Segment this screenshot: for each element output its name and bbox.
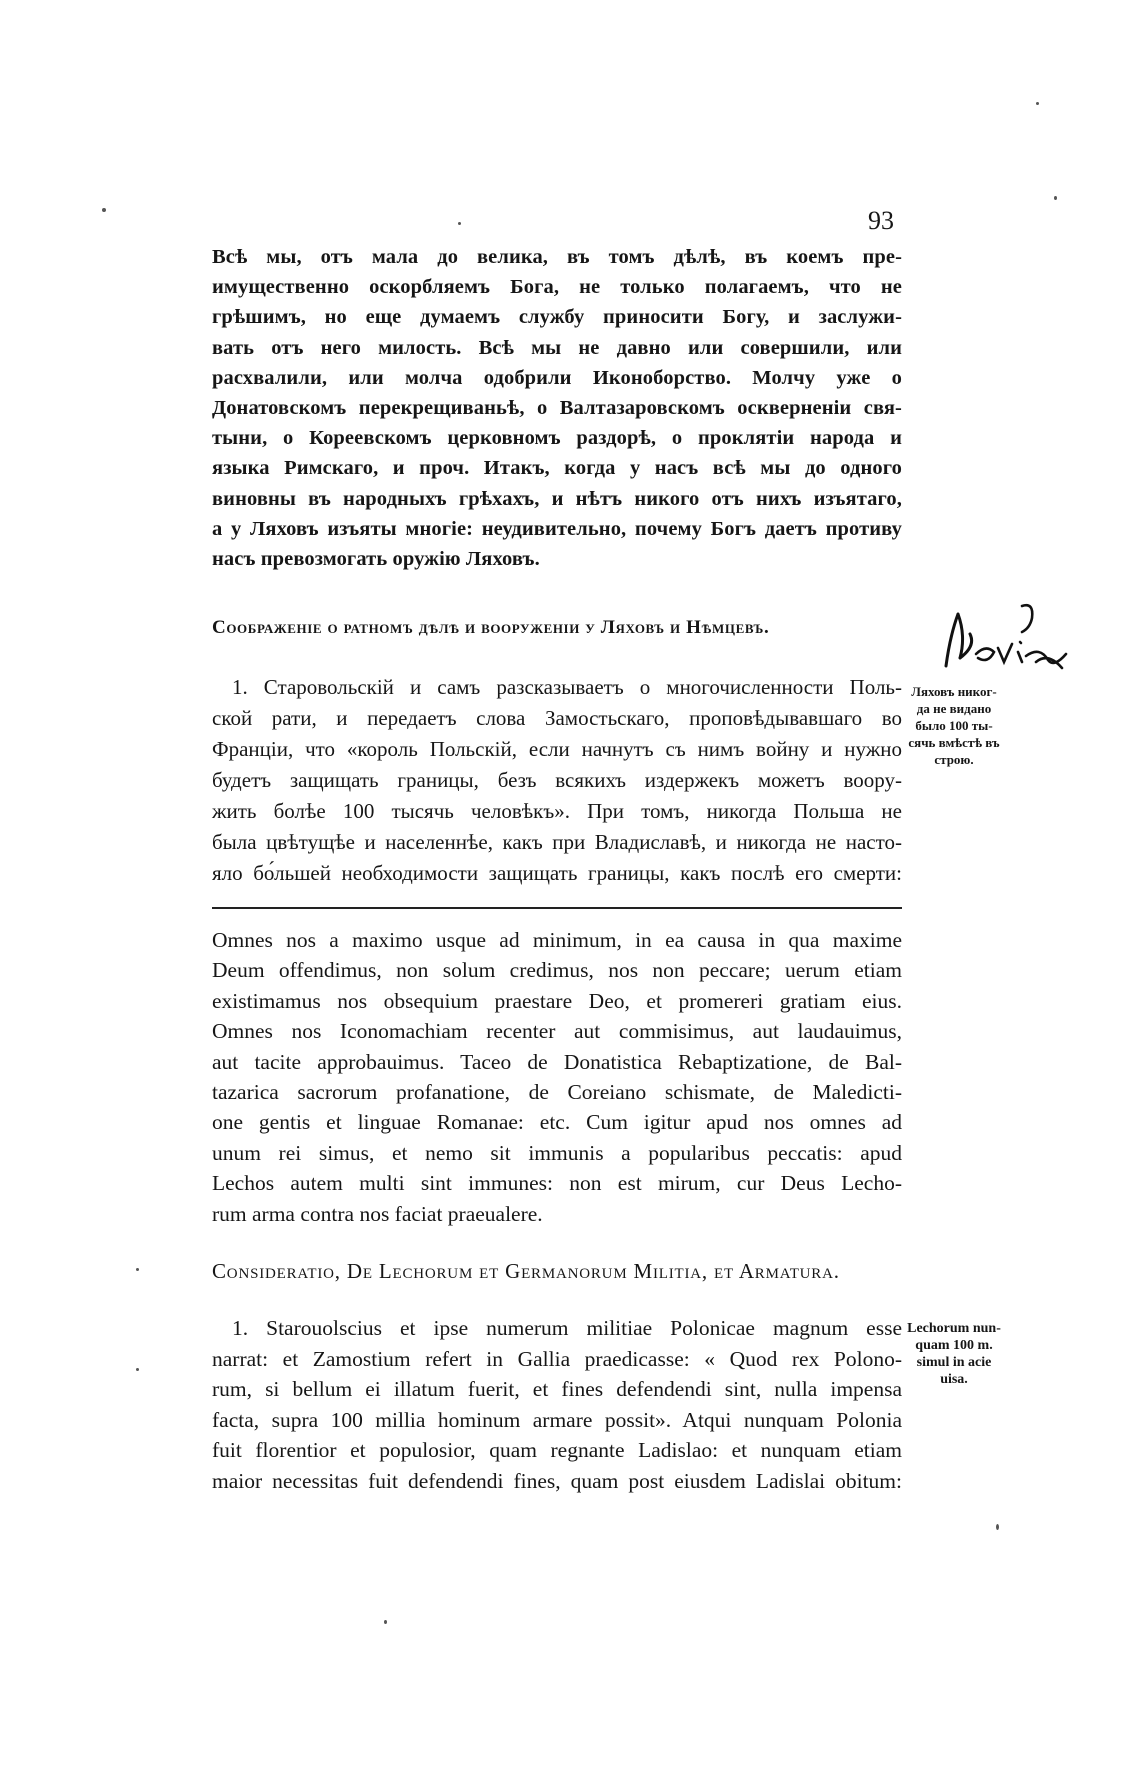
text-line: будетъ защищать границы, безъ всякихъ издержекъ можетъ воору-	[212, 768, 902, 792]
text-line: тыни, о Кореевскомъ церковномъ раздорѣ, о проклятіи народа и	[212, 427, 902, 450]
text-line: Omnes nos Iconomachiam recenter aut commisimus, aut laudauimus,	[212, 1019, 902, 1044]
scan-speck	[136, 1368, 139, 1371]
scan-speck	[136, 1268, 139, 1271]
scan-speck	[996, 1524, 999, 1530]
text-line: Всѣ мы, отъ мала до велика, въ томъ дѣлѣ, въ коемъ пре-	[212, 246, 902, 268]
text-line: жить болѣе 100 тысячь человѣкъ». При томъ, никогда Польша не	[212, 799, 902, 823]
margin-line: строю.	[934, 752, 974, 767]
text-line: грѣшимъ, но еще думаемъ службу приносити Богу, и заслужи-	[212, 306, 902, 329]
margin-line: Lechorum nun-	[907, 1321, 1001, 1336]
text-line: а у Ляховъ изъяты многіе: неудивительно, почему Богъ даетъ противу	[212, 517, 902, 540]
ru-paragraph-1	[212, 242, 902, 574]
la-paragraph-2	[212, 1313, 902, 1497]
text-line: Франціи, что «король Польскій, если начнутъ съ нимъ войну и нужно	[212, 737, 902, 761]
text-line: maior necessitas fuit defendendi fines, quam post eiusdem Ladislai obitum:	[212, 1468, 902, 1493]
separator-rule	[212, 907, 902, 909]
text-line: яло бо́льшей необходимости защищать границы, какъ послѣ его смерти:	[212, 861, 902, 885]
ru-paragraph-2	[212, 672, 902, 889]
text-line: расхвалили, или молча одобрили Иконоборство. Молчу уже о	[212, 366, 902, 389]
la-paragraph-1	[212, 925, 902, 1229]
text-line: ской рати, и передаетъ слова Замостьскаго, проповѣдывавшаго во	[212, 706, 902, 730]
text-line: aut tacite approbauimus. Taceo de Donatistica Rebaptizatione, de Bal-	[212, 1049, 902, 1074]
scan-speck	[1054, 196, 1057, 200]
text-line: facta, supra 100 millia hominum armare possit». Atqui nunquam Polonia	[212, 1407, 902, 1432]
text-line: rum arma contra nos faciat praeualere.	[212, 1201, 543, 1226]
page-number: 93	[868, 206, 894, 235]
scan-speck	[1036, 102, 1039, 105]
margin-line: quam 100 m.	[915, 1338, 993, 1353]
scan-speck	[384, 1620, 387, 1624]
text-line: Deum offendimus, non solum credimus, nos non peccare; uerum etiam	[212, 958, 902, 983]
scan-speck	[458, 222, 461, 225]
text-line: one gentis et linguae Romanae: etc. Cum igitur apud nos omnes ad	[212, 1110, 902, 1135]
text-line: Донатовскомъ перекрещиваньѣ, о Валтазаровскомъ оскверненіи свя-	[212, 397, 902, 420]
margin-line: uisa.	[940, 1372, 968, 1387]
text-line: насъ превозмогать оружію Ляховъ.	[212, 548, 540, 571]
margin-line: да не видано	[916, 701, 992, 716]
ru-section-heading: Соображеніе о ратномъ дѣлѣ и вооруженіи у Ляховъ и Нѣмцевъ.	[212, 617, 770, 638]
text-line: 1. Старовольскій и самъ разсказываетъ о многочисленности Поль-	[232, 675, 902, 699]
margin-line: simul in acie	[916, 1355, 992, 1370]
text-line: имущественно оскорбляемъ Бога, не только полагаемъ, что не	[212, 276, 902, 299]
la-section-heading: Consideratio, De Lechorum et Germanorum Militia, et Armatura.	[212, 1259, 840, 1283]
handwritten-annotation	[936, 596, 1076, 686]
text-line: Omnes nos a maximo usque ad minimum, in ea causa in qua maxime	[212, 928, 902, 952]
margin-line: было 100 ты-	[915, 718, 993, 733]
text-line: 1. Starouolscius et ipse numerum militiae Polonicae magnum esse	[232, 1316, 902, 1340]
text-line: unum rei simus, et nemo sit immunis a popularibus peccatis: apud	[212, 1140, 902, 1165]
text-line: rum, si bellum ei illatum fuerit, et fines defendendi sint, nulla impensa	[212, 1377, 902, 1402]
text-line: existimamus nos obsequium praestare Deo, et promereri gratiam eius.	[212, 988, 902, 1013]
text-line: fuit florentior et populosior, quam regnante Ladislao: et nunquam etiam	[212, 1438, 902, 1463]
text-line: языка Римскаго, и проч. Итакъ, когда у насъ всѣ мы до одного	[212, 457, 902, 480]
text-line: была цвѣтущѣе и населеннѣе, какъ при Владиславѣ, и никогда не насто-	[212, 830, 902, 854]
margin-line: Ляховъ никог-	[911, 684, 997, 699]
handwritten-text: Воѵід	[936, 596, 939, 597]
ru-margin-note	[904, 683, 1004, 768]
margin-line: сячь вмѣстѣ въ	[908, 735, 1000, 750]
scan-speck	[102, 208, 106, 212]
text-line: вать отъ него милость. Всѣ мы не давно или совершили, или	[212, 336, 902, 359]
text-line: Lechos autem multi sint immunes: non est mirum, cur Deus Lecho-	[212, 1171, 902, 1196]
text-line: виновны въ народныхъ грѣхахъ, и нѣтъ никого отъ нихъ изъятаго,	[212, 487, 902, 510]
text-line: tazarica sacrorum profanatione, de Coreiano schismate, de Maledicti-	[212, 1080, 902, 1105]
text-line: narrat: et Zamostium refert in Gallia praedicasse: « Quod rex Polono-	[212, 1346, 902, 1371]
la-margin-note	[904, 1320, 1004, 1388]
